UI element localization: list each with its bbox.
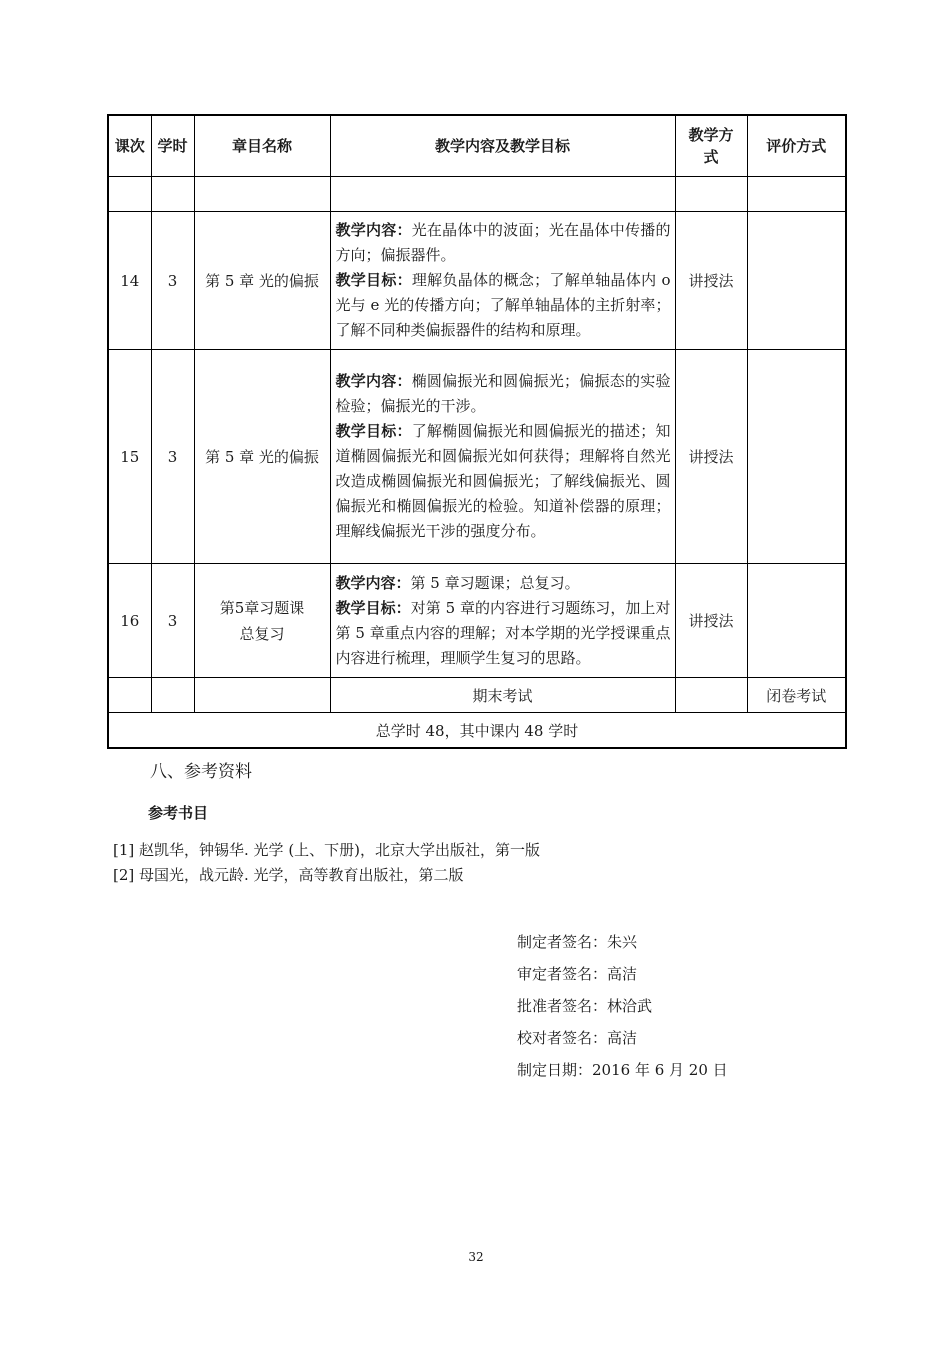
goal-label: 教学目标： [335,422,412,440]
lesson-cell: 14 [108,212,151,350]
content-text: 椭圆偏振光和圆偏振光；偏振态的实验检验；偏振光的干涉。 [335,372,671,415]
table-row [108,350,846,564]
chapter-cell: 第 5 章 光的偏振 [194,350,330,564]
header-method-text: 教学方式 [688,126,734,166]
goal-text: 对第 5 章的内容进行习题练习，加上对第 5 章重点内容的理解；对本学期的光学授课重点内容进行梳理，理顺学生复习的思路。 [335,598,671,667]
goal-label: 教学目标： [335,598,411,617]
lesson-cell: 16 [108,564,151,678]
signature-block [517,926,728,1086]
goal-label: 教学目标： [335,271,412,289]
content-label: 教学内容： [335,372,412,390]
header-evaluation: 评价方式 [747,115,846,177]
goal-text: 理解负晶体的概念；了解单轴晶体内 o 光与 e 光的传播方向；了解单轴晶体的主折射率；了解不同种类偏振器件的结构和原理。 [335,271,671,339]
evaluation-cell [747,564,846,678]
syllabus-table [107,114,847,749]
chapter-cell: 第 5 章 光的偏振 [194,212,330,350]
table-header-row [108,115,846,177]
signature-proofreader: 校对者签名：高洁 [517,1029,638,1047]
exam-content-cell: 期末考试 [330,678,675,713]
content-cell [330,564,675,678]
page-number: 32 [468,1250,484,1264]
header-chapter: 章目名称 [194,115,330,177]
method-cell: 讲授法 [675,350,747,564]
chapter-cell [194,564,330,678]
exam-row [108,678,846,713]
evaluation-cell [747,350,846,564]
content-label: 教学内容： [335,573,411,592]
lesson-cell: 15 [108,350,151,564]
evaluation-cell [747,212,846,350]
chapter-line-1: 第5章习题课 [219,598,305,617]
reference-item: [1] 赵凯华，钟锡华. 光学 (上、下册)，北京大学出版社，第一版 [113,841,541,859]
section-title: 八、参考资料 [150,762,252,782]
method-cell: 讲授法 [675,564,747,678]
table-row-empty [108,177,846,212]
hours-cell: 3 [151,564,194,678]
chapter-line-2: 总复习 [239,624,285,643]
table-row [108,564,846,678]
total-hours-cell: 总学时 48，其中课内 48 学时 [108,713,846,749]
header-lesson: 课次 [108,115,151,177]
signature-reviewer: 审定者签名：高洁 [517,965,638,983]
hours-cell: 3 [151,212,194,350]
content-cell [330,350,675,564]
content-label: 教学内容： [335,221,412,239]
content-cell [330,212,675,350]
subsection-title: 参考书目 [148,804,209,822]
reference-item: [2] 母国光，战元龄. 光学，高等教育出版社，第二版 [113,866,464,884]
hours-cell: 3 [151,350,194,564]
content-text: 光在晶体中的波面；光在晶体中传播的方向；偏振器件。 [335,221,671,264]
header-hours: 学时 [151,115,194,177]
signature-date: 制定日期：2016 年 6 月 20 日 [517,1061,728,1079]
exam-evaluation-cell: 闭卷考试 [747,678,846,713]
total-row [108,713,846,749]
header-method [675,115,747,177]
signature-approver: 批准者签名：林洽武 [517,997,653,1015]
reference-list [113,838,540,888]
table-row [108,212,846,350]
signature-author: 制定者签名：朱兴 [517,933,638,951]
goal-text: 了解椭圆偏振光和圆偏振光的描述；知道椭圆偏振光和圆偏振光如何获得；理解将自然光改造成椭圆偏振光和圆偏振光；了解线偏振光、圆偏振光和椭圆偏振光的检验。知道补偿器的原理；理解线偏振光干涉的强度分布。 [335,422,671,540]
method-cell: 讲授法 [675,212,747,350]
content-text: 第 5 章习题课；总复习。 [410,573,580,592]
header-content: 教学内容及教学目标 [330,115,675,177]
